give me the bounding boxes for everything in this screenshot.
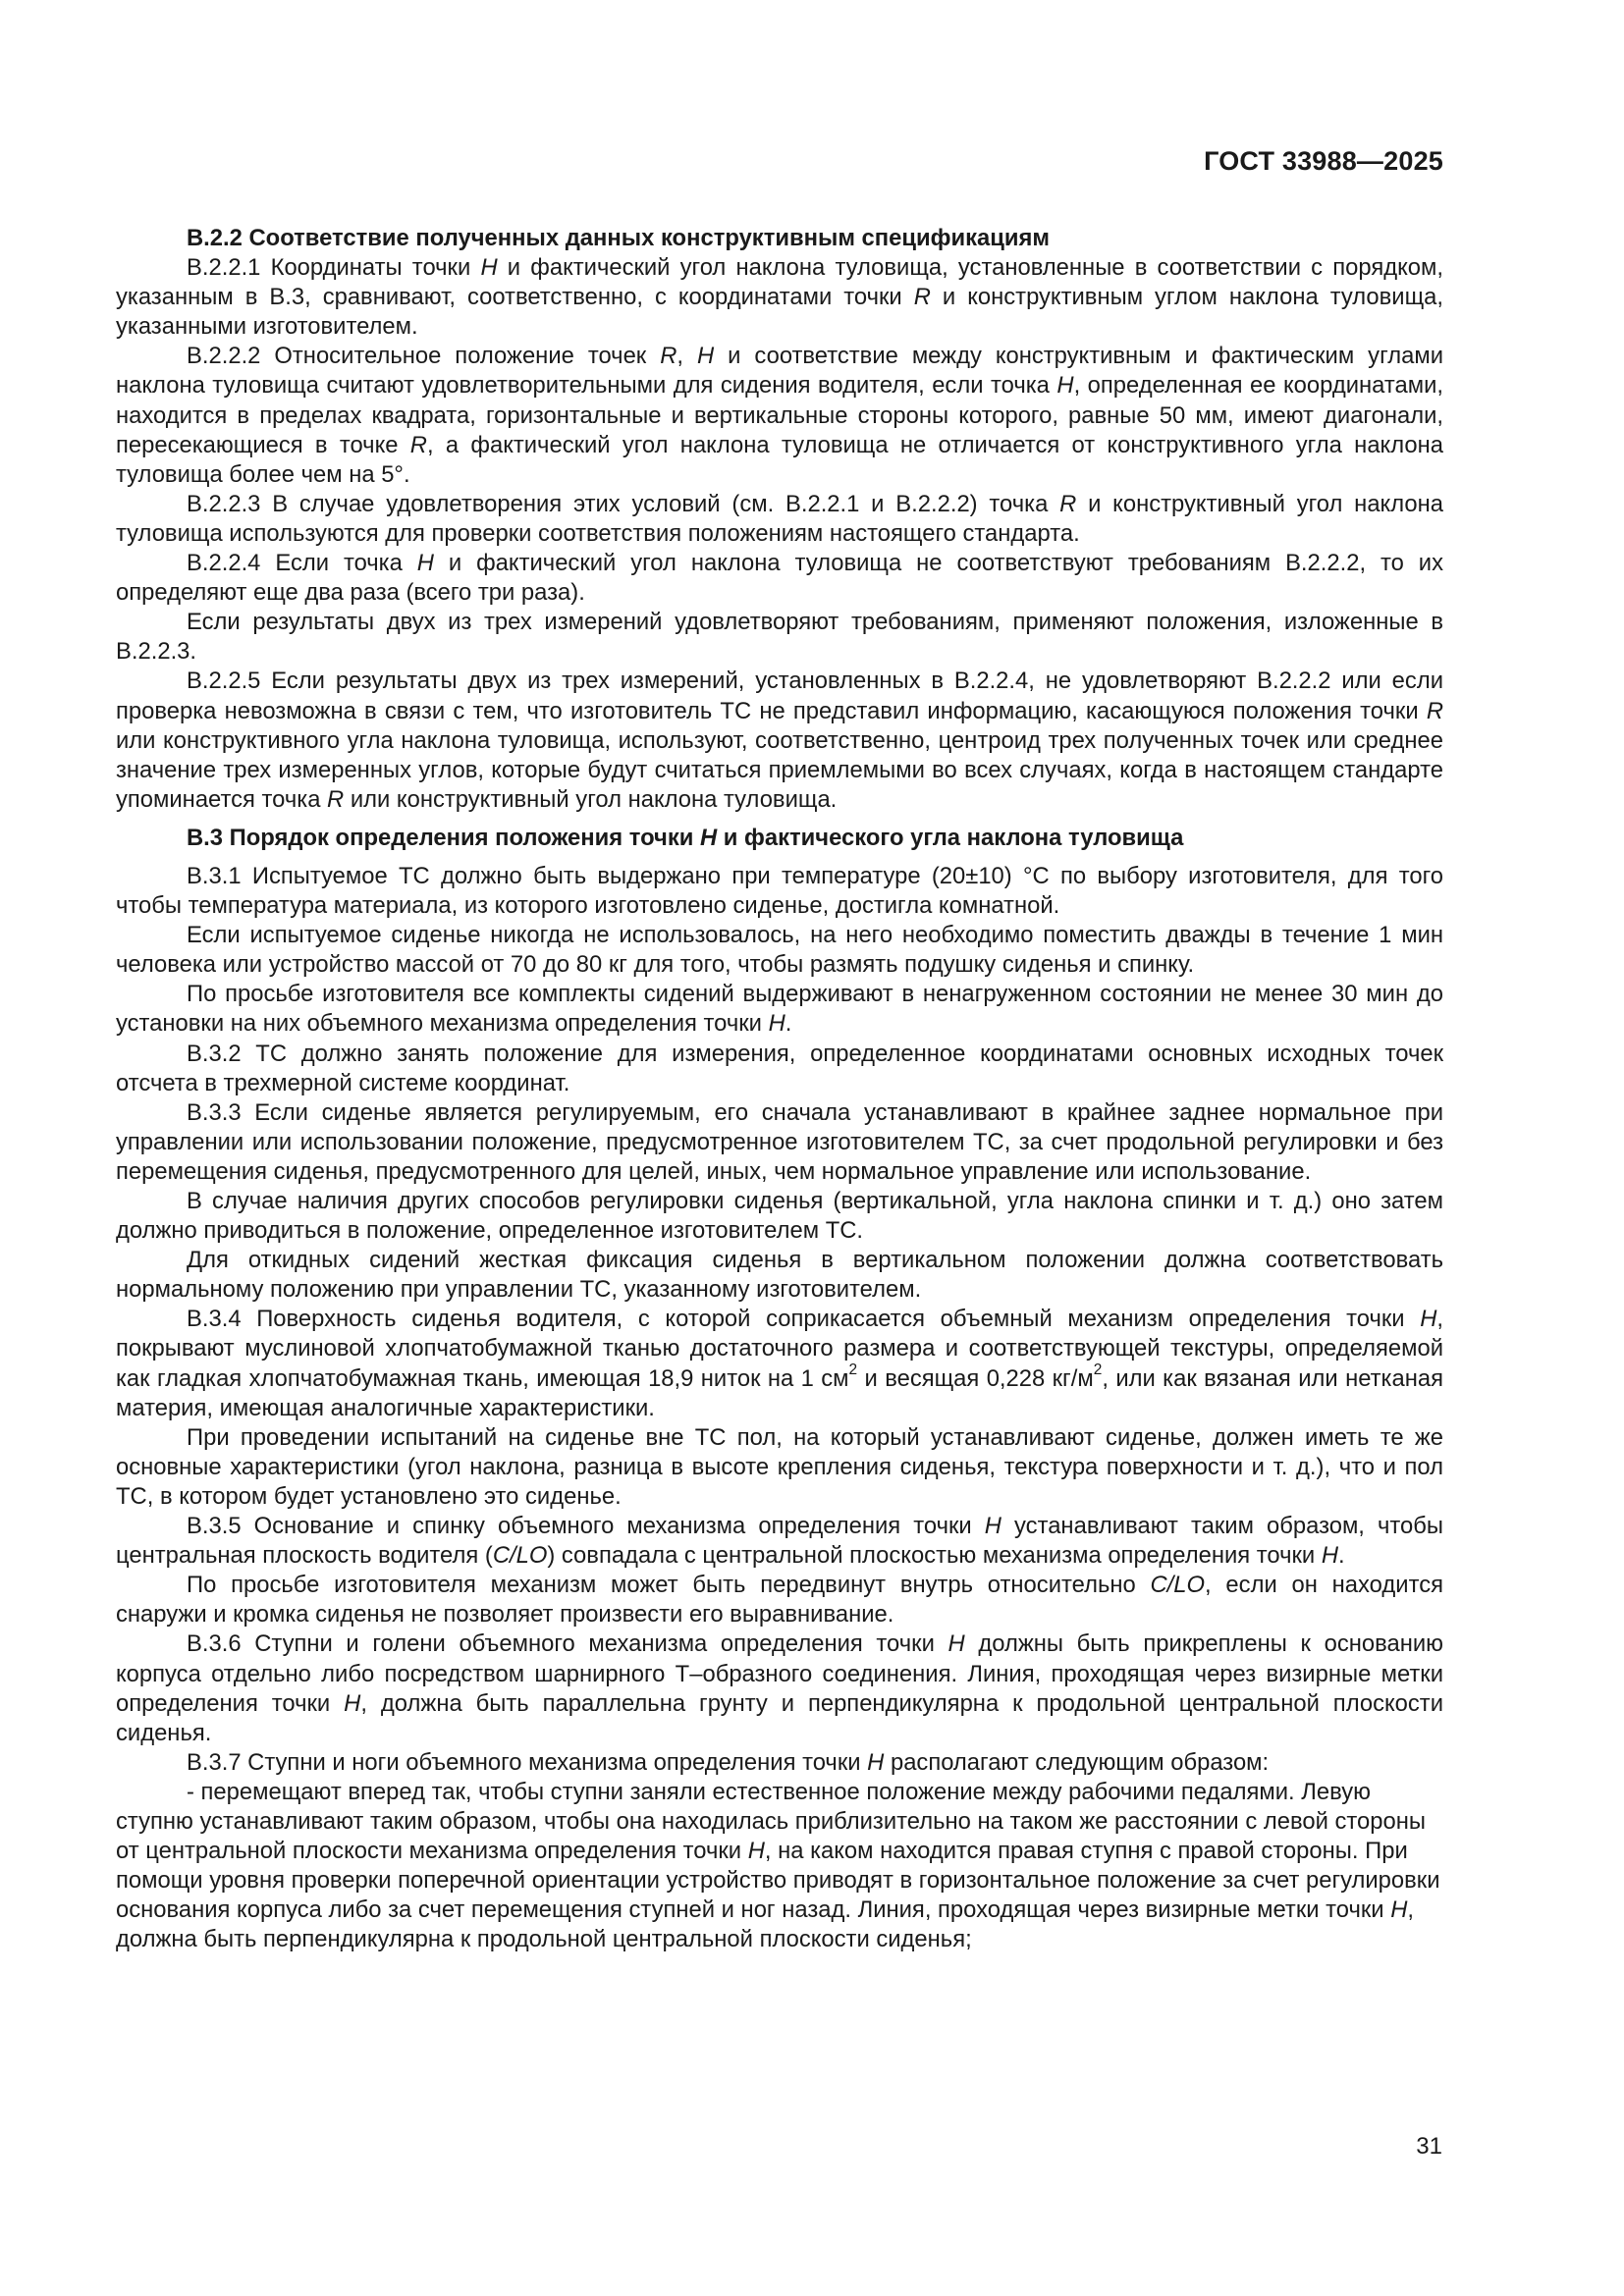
standard-header: ГОСТ 33988—2025 [1204, 146, 1443, 176]
paragraph: В.2.2.1 Координаты точки H и фактический угол наклона туловища, установленные в соответствии с порядком, указанным в В.3, сравнивают, соответственно, с координатами точки R и конструктивным углом наклона туловища, указанными изготовителем. [116, 254, 1444, 341]
paragraph: В.2.2.4 Если точка H и фактический угол наклона туловища не соответствуют требованиям В.2.2.2, то их определяют еще два раза (всего три раза). [116, 550, 1443, 607]
section-heading-b22: В.2.2 Соответствие полученных данных конструктивным спецификациям [187, 225, 1050, 251]
paragraph: В.3.3 Если сиденье является регулируемым, его сначала устанавливают в крайнее заднее нормальное при управлении или использовании положение, предусмотренное изготовителем ТС, за счет продольной регулировки и без перемещения сиденья, предусмотренного для целей, иных, чем нормальное управление или использование. [116, 1098, 1443, 1185]
paragraph: В.3.7 Ступни и ноги объемного механизма определения точки H располагают следующим образом: [187, 1748, 1270, 1776]
paragraph: В.3.5 Основание и спинку объемного механизма определения точки H устанавливают таким образом, чтобы центральная плоскость водителя (C/LO) совпадала с центральной плоскостью механизма определения точки H. [116, 1513, 1443, 1570]
list-item: - перемещают вперед так, чтобы ступни заняли естественное положение между рабочими педалями. Левую ступню устанавливают таким образом, чтобы она находилась приблизительно на таком же расстоянии с левой стороны от центральной плоскости механизма определения точки H, на каком находится правая ступня с правой стороны. При помощи уровня проверки поперечной ориентации устройство приводят в горизонтальное положение за счет регулировки основания корпуса либо за счет перемещения ступней и ног назад. Линия, проходящая через визирные метки точки H, должна быть перпендикулярна к продольной центральной плоскости сиденья; [116, 1778, 1440, 1953]
paragraph: Если испытуемое сиденье никогда не использовалось, на него необходимо поместить дважды в течение 1 мин человека или устройство массой от 70 до 80 кг для того, чтобы размять подушку сиденья и спинку. [116, 922, 1443, 979]
paragraph: В случае наличия других способов регулировки сиденья (вертикальной, угла наклона спинки и т. д.) оно затем должно приводиться в положение, определенное изготовителем ТС. [116, 1188, 1443, 1245]
paragraph: Для откидных сидений жесткая фиксация сиденья в вертикальном положении должна соответствовать нормальному положению при управлении ТС, указанному изготовителем. [116, 1247, 1443, 1304]
section-heading-b3: В.3 Порядок определения положения точки H и фактического угла наклона туловища [187, 824, 1184, 851]
paragraph: По просьбе изготовителя механизм может быть передвинут внутрь относительно C/LO, если он находится снаружи и кромка сиденья не позволяет произвести его выравнивание. [116, 1572, 1443, 1629]
paragraph: При проведении испытаний на сиденье вне ТС пол, на который устанавливают сиденье, должен иметь те же основные характеристики (угол наклона, разница в высоте крепления сиденья, текстура поверхности и т. д.), что и пол ТС, в котором будет установлено это сиденье. [116, 1423, 1443, 1510]
paragraph: В.2.2.3 В случае удовлетворения этих условий (см. В.2.2.1 и В.2.2.2) точка R и конструктивный угол наклона туловища используются для проверки соответствия положениям настоящего стандарта. [116, 490, 1443, 547]
paragraph: По просьбе изготовителя все комплекты сидений выдерживают в ненагруженном состоянии не менее 30 мин до установки на них объемного механизма определения точки H. [116, 981, 1443, 1038]
document-body [116, 224, 1443, 1954]
paragraph: В.2.2.2 Относительное положение точек R, H и соответствие между конструктивным и фактическим углами наклона туловища считают удовлетворительными для сидения водителя, если точка H, определенная ее координатами, находится в пределах квадрата, горизонтальные и вертикальные стороны которого, равные 50 мм, имеют диагонали, пересекающиеся в точке R, а фактический угол наклона туловища не отличается от конструктивного угла наклона туловища более чем на 5°. [116, 343, 1443, 488]
paragraph: В.3.2 ТС должно занять положение для измерения, определенное координатами основных исходных точек отсчета в трехмерной системе координат. [116, 1040, 1443, 1096]
paragraph: Если результаты двух из трех измерений удовлетворяют требованиям, применяют положения, изложенные в В.2.2.3. [116, 609, 1443, 666]
paragraph: В.3.6 Ступни и голени объемного механизма определения точки H должны быть прикреплены к основанию корпуса отдельно либо посредством шарнирного Т–образного соединения. Линия, проходящая через визирные метки определения точки H, должна быть параллельна грунту и перпендикулярна к продольной центральной плоскости сиденья. [116, 1630, 1443, 1746]
paragraph: В.3.4 Поверхность сиденья водителя, с которой соприкасается объемный механизм определения точки H, покрывают муслиновой хлопчатобумажной тканью достаточного размера и соответствующей текстуры, определяемой как гладкая хлопчатобумажная ткань, имеющая 18,9 ниток на 1 $см^2$ и весящая 0,228 $кг/м^2$, или как вязаная или нетканая материя, имеющая аналогичные характеристики. [116, 1306, 1443, 1421]
page-number: 31 [1416, 2133, 1442, 2160]
paragraph: В.3.1 Испытуемое ТС должно быть выдержано при температуре (20±10) °С по выбору изготовителя, для того чтобы температура материала, из которого изготовлено сиденье, достигла комнатной. [116, 862, 1443, 920]
paragraph: В.2.2.5 Если результаты двух из трех измерений, установленных в В.2.2.4, не удовлетворяют В.2.2.2 или если проверка невозможна в связи с тем, что изготовитель ТС не представил информацию, касающуюся положения точки R или конструктивного угла наклона туловища, используют, соответственно, центроид трех полученных точек или среднее значение трех измеренных углов, которые будут считаться приемлемыми во всех случаях, когда в настоящем стандарте упоминается точка R или конструктивный угол наклона туловища. [116, 667, 1443, 813]
